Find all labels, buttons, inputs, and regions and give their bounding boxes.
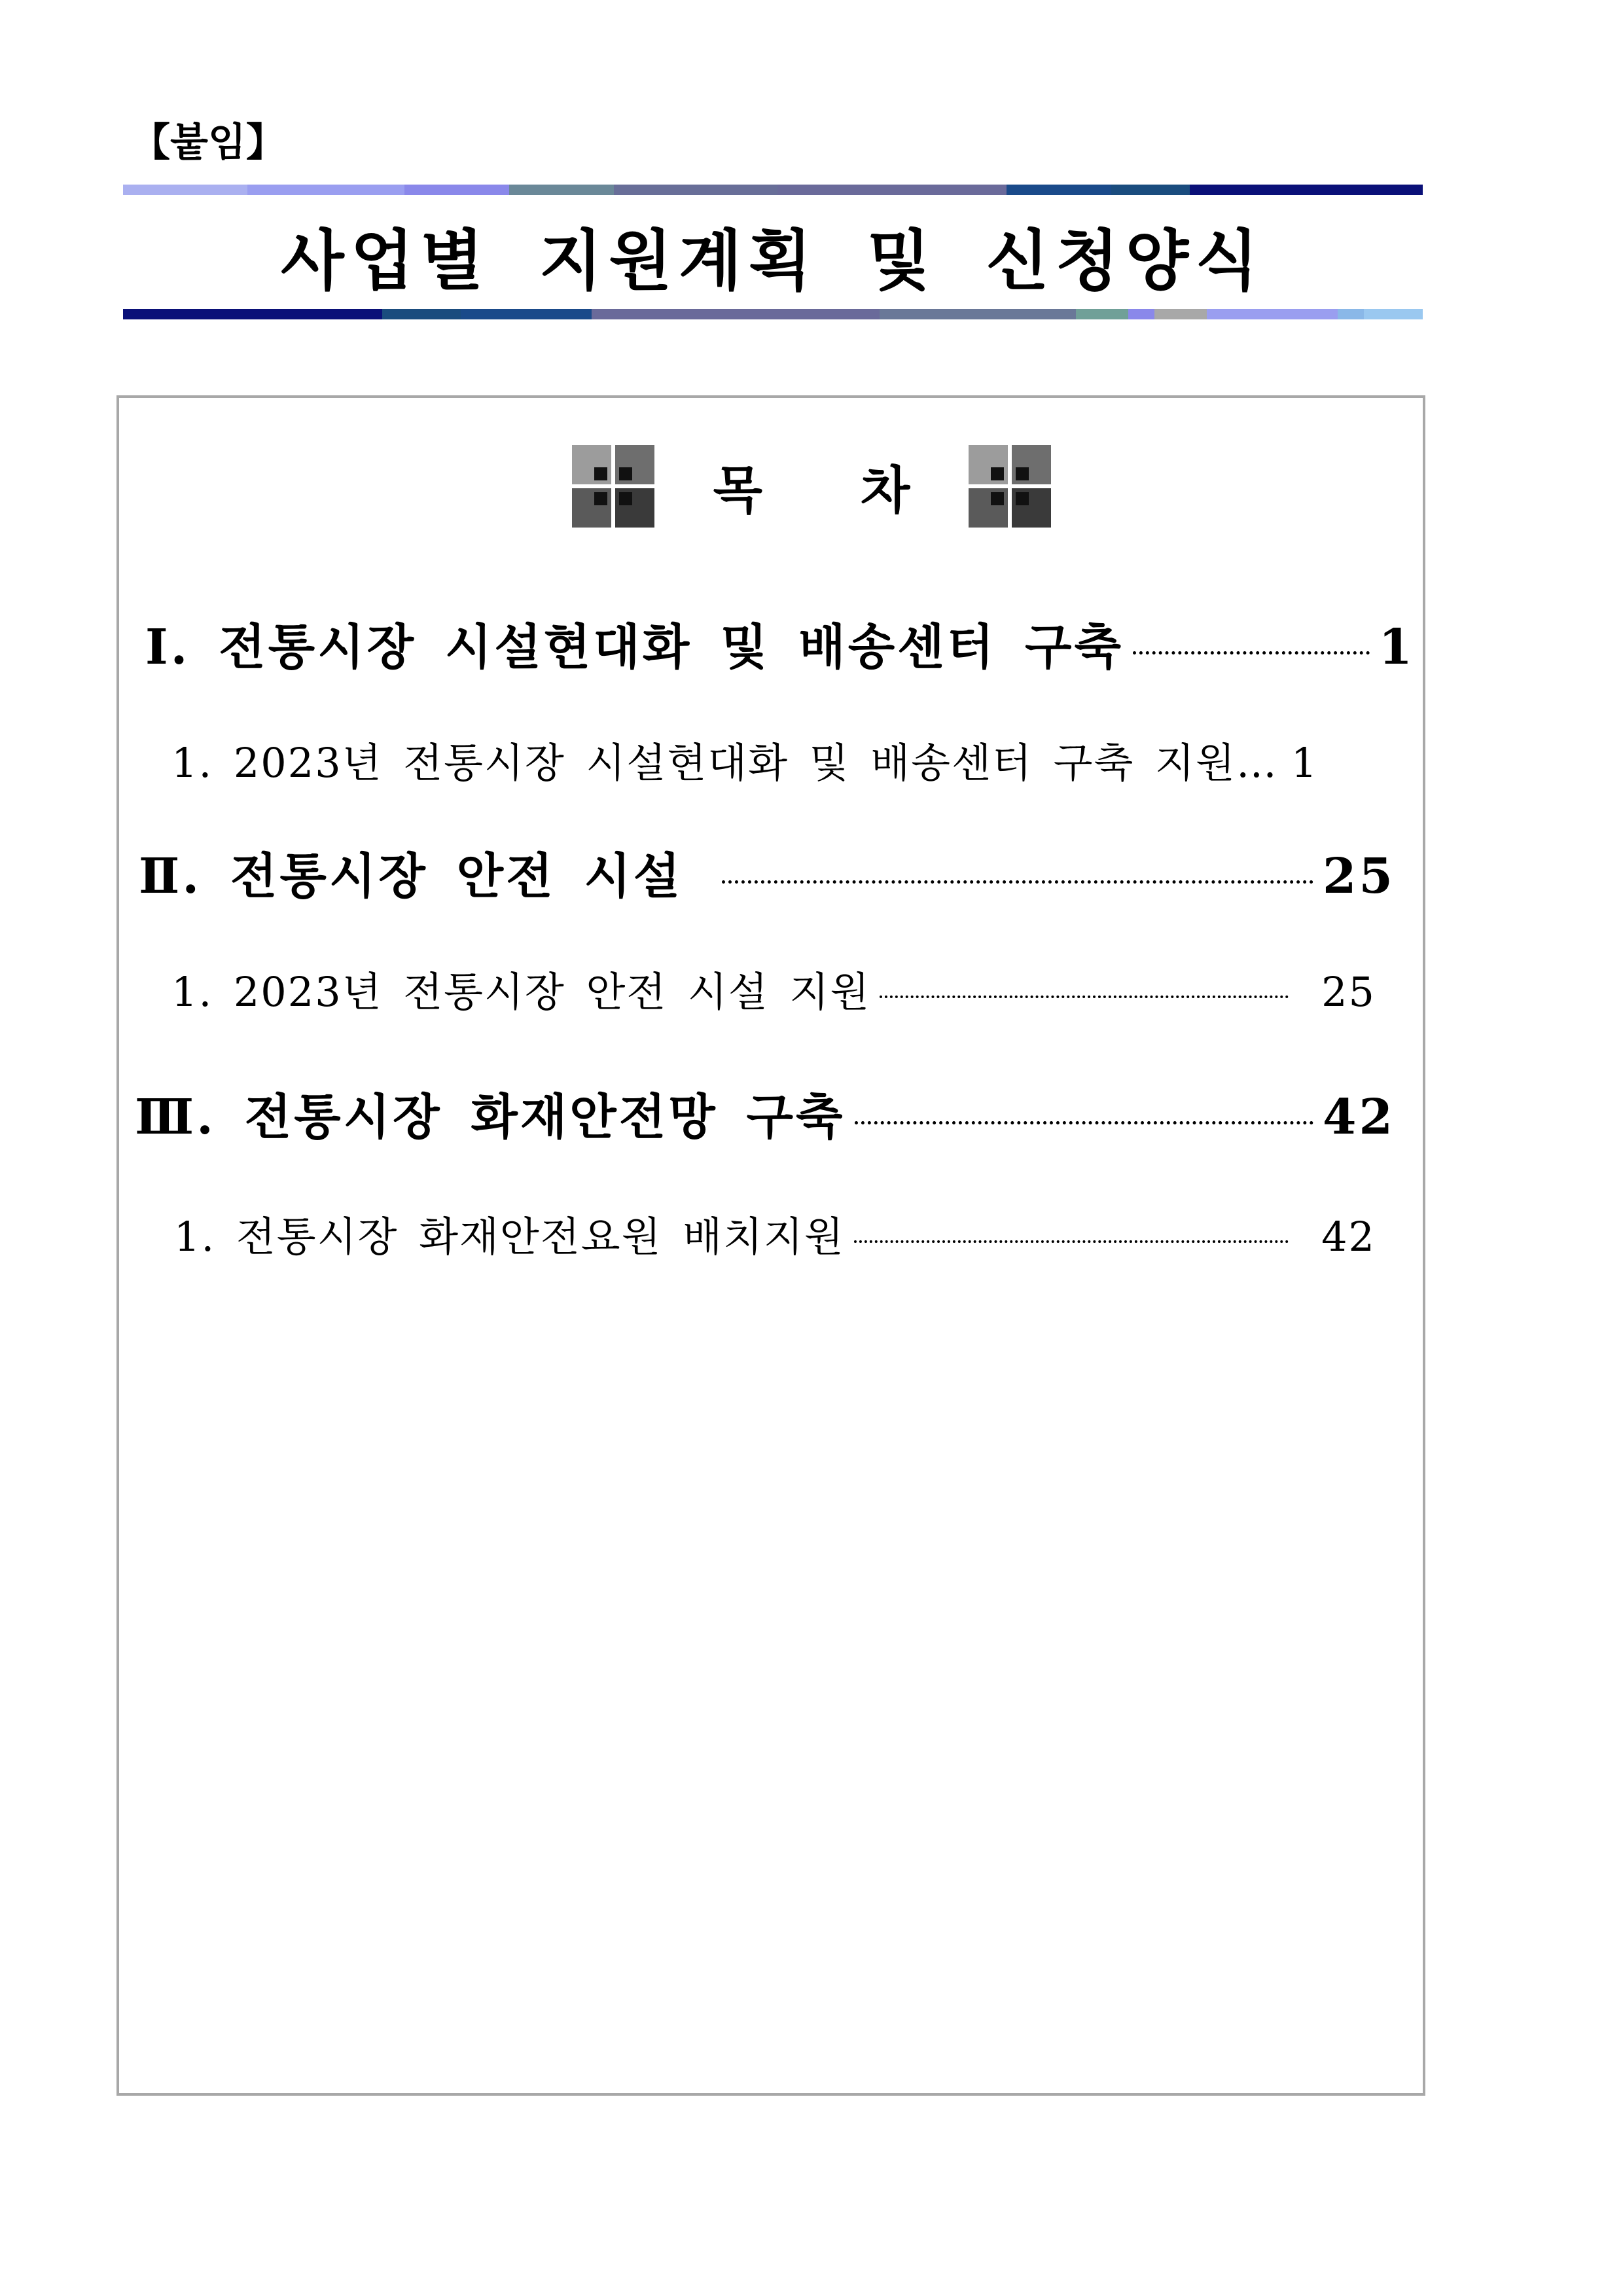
toc-entry-text: Ⅰ. 전통시장 시설현대화 및 배송센터 구축: [145, 619, 1124, 675]
toc-subsection-3-1[interactable]: [174, 1204, 1376, 1263]
toc-leader-dots: [880, 996, 1289, 998]
toc-page-number: 25: [1321, 968, 1376, 1016]
toc-leader-dots: [854, 1240, 1289, 1243]
toc-section-2[interactable]: [139, 838, 1395, 907]
toc-heading-right: 차: [861, 461, 910, 520]
toc-section-3[interactable]: [135, 1079, 1395, 1148]
toc-entry-text: 1. 2023년 전통시장 시설현대화 및 배송센터 구축 지원…: [171, 739, 1278, 787]
attachment-label: 【붙임】: [131, 120, 285, 166]
toc-entry-text: 1. 2023년 전통시장 안전 시설 지원: [171, 968, 871, 1016]
toc-entry-text: Ⅱ. 전통시장 안전 시설: [139, 848, 683, 905]
toc-heading-left: 목: [713, 461, 762, 520]
toc-heading-mark-left-icon: [572, 445, 654, 528]
toc-page-number: 1: [1291, 739, 1319, 787]
toc-page-number: 42: [1321, 1213, 1376, 1261]
toc-page-number: 42: [1323, 1089, 1395, 1145]
toc-section-1[interactable]: [145, 609, 1415, 678]
toc-leader-dots: [722, 880, 1313, 884]
toc-heading-label: [713, 450, 910, 523]
toc-page-number: 25: [1323, 848, 1395, 905]
page-title: 사업별 지원계획 및 신청양식: [281, 223, 1265, 299]
toc-entry-text: Ⅲ. 전통시장 화재안전망 구축: [135, 1089, 846, 1145]
toc-heading-mark-right-icon: [969, 445, 1051, 528]
toc-subsection-1-1[interactable]: [171, 730, 1376, 789]
toc-entry-text: 1. 전통시장 화재안전요원 배치지원: [174, 1213, 845, 1261]
toc-page-number: 1: [1378, 619, 1415, 675]
bottom-decorative-bar: [123, 309, 1423, 319]
toc-subsection-2-1[interactable]: [171, 960, 1376, 1018]
toc-heading: [0, 445, 1623, 528]
top-decorative-bar: [123, 185, 1423, 195]
toc-leader-dots: [855, 1121, 1314, 1124]
toc-leader-dots: [1133, 651, 1370, 655]
